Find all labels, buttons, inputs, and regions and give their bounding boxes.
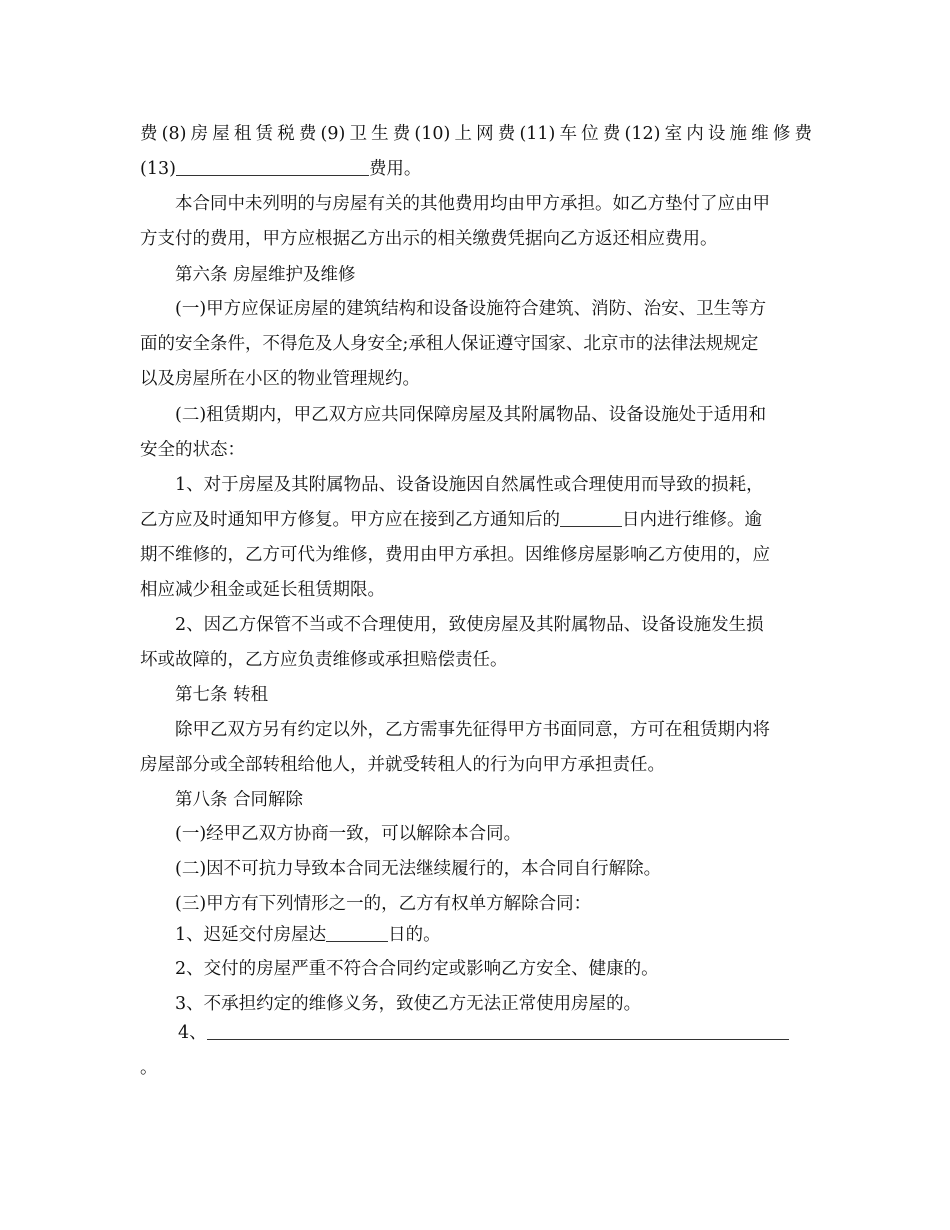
- text-fragment: 费用。: [368, 159, 422, 179]
- text-line: 2、交付的房屋严重不符合合同约定或影响乙方安全、健康的。: [175, 959, 659, 979]
- fill-in-blank: [207, 1023, 789, 1040]
- text-fragment: 日内进行维修。逾: [622, 510, 762, 530]
- text-line: [175, 924, 441, 946]
- text-fragment: 日的。: [388, 925, 441, 945]
- section-heading: 第六条 房屋维护及维修: [175, 265, 356, 285]
- text-line: 3、不承担约定的维修义务，致使乙方无法正常使用房屋的。: [175, 994, 642, 1014]
- text-line: 。: [140, 1058, 158, 1078]
- text-line: 面的安全条件，不得危及人身安全;承租人保证遵守国家、北京市的法律法规规定: [140, 334, 759, 354]
- text-fragment: (13): [140, 159, 176, 179]
- text-line: 费(8)房屋租赁税费(9)卫生费(10)上网费(11)车位费(12)室内设施维修费: [140, 124, 812, 144]
- text-line: (三)甲方有下列情形之一的，乙方有权单方解除合同：: [175, 894, 592, 914]
- text-line: 除甲乙双方另有约定以外，乙方需事先征得甲方书面同意，方可在租赁期内将: [175, 720, 770, 740]
- text-line: (二)因不可抗力导致本合同无法继续履行的，本合同自行解除。: [175, 859, 662, 879]
- text-line: 以及房屋所在小区的物业管理规约。: [140, 369, 420, 389]
- text-fragment: 1、迟延交付房屋达: [175, 925, 327, 945]
- text-line: 坏或故障的，乙方应负责维修或承担赔偿责任。: [140, 650, 508, 670]
- text-line: 2、因乙方保管不当或不合理使用，致使房屋及其附属物品、设备设施发生损: [175, 615, 764, 635]
- section-heading: 第七条 转租: [175, 685, 269, 705]
- fill-in-blank: [176, 159, 369, 176]
- text-line: (二)租赁期内，甲乙双方应共同保障房屋及其附属物品、设备设施处于适用和: [175, 405, 767, 425]
- text-line: 期不维修的，乙方可代为维修，费用由甲方承担。因维修房屋影响乙方使用的，应: [140, 545, 770, 565]
- text-line: 安全的状态：: [140, 440, 245, 460]
- text-line: [178, 1022, 789, 1044]
- section-heading: 第八条 合同解除: [175, 790, 304, 810]
- fill-in-blank: [560, 510, 622, 527]
- text-line: 1、对于房屋及其附属物品、设备设施因自然属性或合理使用而导致的损耗，: [175, 475, 764, 495]
- text-line: [140, 158, 421, 180]
- text-line: 相应减少租金或延长租赁期限。: [140, 580, 385, 600]
- text-line: (一)甲方应保证房屋的建筑结构和设备设施符合建筑、消防、治安、卫生等方: [175, 299, 767, 319]
- text-fragment: 4、: [178, 1023, 207, 1043]
- text-line: 本合同中未列明的与房屋有关的其他费用均由甲方承担。如乙方垫付了应由甲: [175, 194, 770, 214]
- text-line: 房屋部分或全部转租给他人，并就受转租人的行为向甲方承担责任。: [140, 755, 665, 775]
- text-fragment: 乙方应及时通知甲方修复。甲方应在接到乙方通知后的: [140, 510, 560, 530]
- text-line: [140, 509, 762, 531]
- text-line: (一)经甲乙双方协商一致，可以解除本合同。: [175, 824, 522, 844]
- fill-in-blank: [326, 925, 388, 942]
- text-line: 方支付的费用，甲方应根据乙方出示的相关缴费凭据向乙方返还相应费用。: [140, 229, 718, 249]
